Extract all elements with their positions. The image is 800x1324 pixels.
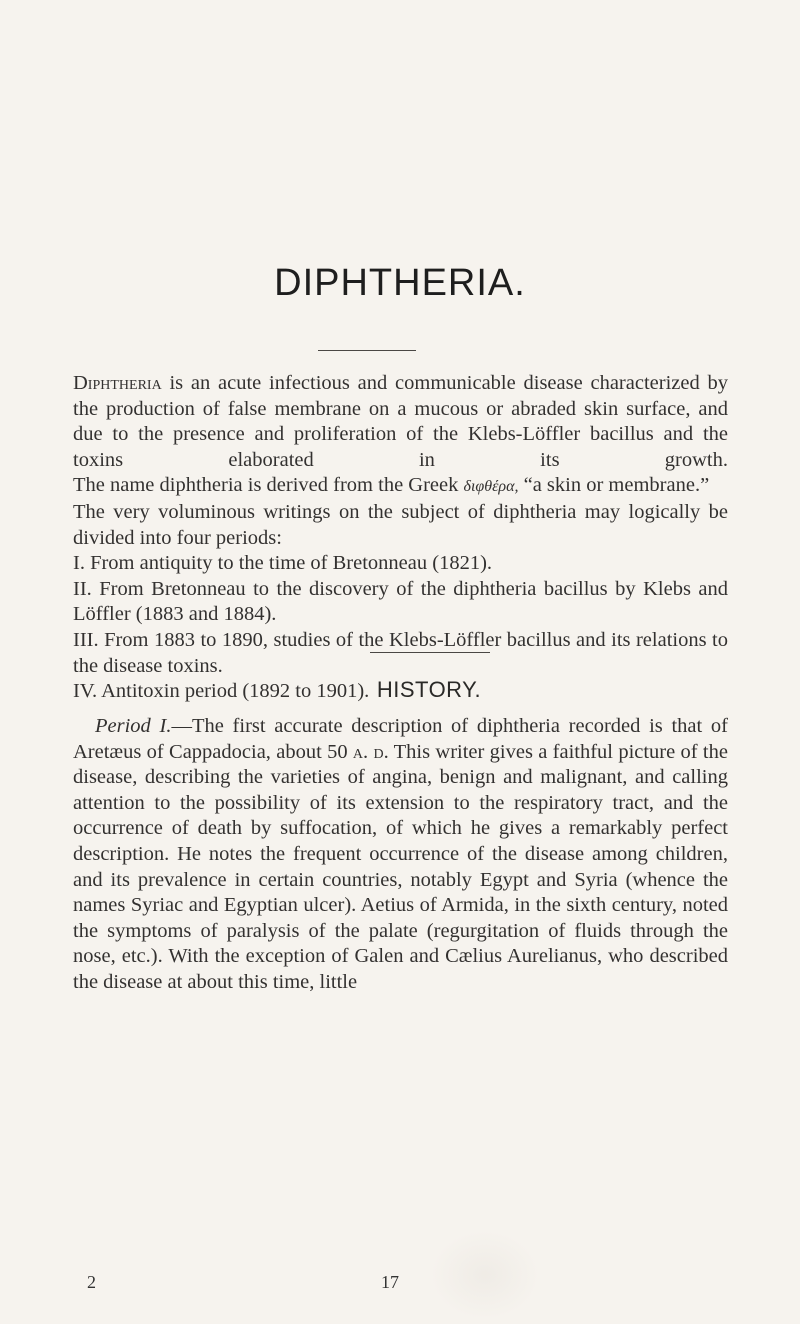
intro-paragraph-etymology bbox=[73, 473, 728, 500]
signature-mark: 2 bbox=[87, 1272, 96, 1292]
greek-word: διφθέρα, bbox=[463, 478, 519, 496]
definition-text: is an acute infectious and communicable disease characterized by the production of false membrane on a mucous or abraded skin surface, and due to the presence and proliferation of the Klebs-Löffler bacillus and the toxins elaborated in its growth. bbox=[73, 372, 728, 471]
period-item-3: III. From 1883 to 1890, studies of the Klebs-Löffler bacillus and its relations to the disease toxins. bbox=[73, 628, 728, 677]
intro-section bbox=[73, 371, 728, 705]
period-item-4: IV. Antitoxin period (1892 to 1901). bbox=[73, 680, 370, 703]
page-number: 17 bbox=[381, 1272, 399, 1292]
lead-word: Diphtheria bbox=[73, 372, 162, 394]
etymology-meaning: “a skin or membrane.” bbox=[518, 474, 710, 497]
history-section bbox=[73, 714, 728, 996]
etymology-text: The name diphtheria is derived from the Greek bbox=[73, 474, 464, 497]
intro-paragraph-periods: The very voluminous writings on the subject of diphtheria may logically be divided into four periods: bbox=[73, 500, 728, 549]
page-title: DIPHTHERIA. bbox=[274, 262, 526, 304]
intro-paragraph-definition bbox=[73, 371, 728, 473]
history-text-1: —The first accurate description of diphtheria recorded is that of Aretæus of Cappadocia, about 50 bbox=[73, 715, 728, 763]
era-abbreviation: a. d. bbox=[352, 740, 389, 763]
section-divider bbox=[370, 652, 490, 653]
history-paragraph bbox=[73, 714, 728, 996]
history-heading: HISTORY. bbox=[376, 677, 482, 702]
title-divider bbox=[318, 350, 416, 351]
paper-stain bbox=[430, 1230, 540, 1320]
period-item-2: II. From Bretonneau to the discovery of the diphtheria bacillus by Klebs and Löffler (1883 and 1884). bbox=[73, 577, 728, 626]
history-text-2: This writer gives a faithful picture of the disease, describing the varieties of angina, benign and malignant, and calling attention to the possibility of its extension to the respiratory tract, and the occurrence of death by suffocation, of which he gives a remarkably perfect description. He notes the frequent occurrence of the disease among children, and its prevalence in certain countries, notably Egypt and Syria (whence the names Syriac and Egyptian ulcer). Aetius of Armida, in the sixth century, noted the symptoms of paralysis of the palate (regurgitation of fluids through the nose, etc.). With the exception of Galen and Cælius Aurelianus, who described the disease at about this time, little bbox=[73, 740, 728, 993]
period-label: Period I. bbox=[95, 715, 172, 737]
period-item-1: I. From antiquity to the time of Bretonneau (1821). bbox=[73, 552, 493, 575]
